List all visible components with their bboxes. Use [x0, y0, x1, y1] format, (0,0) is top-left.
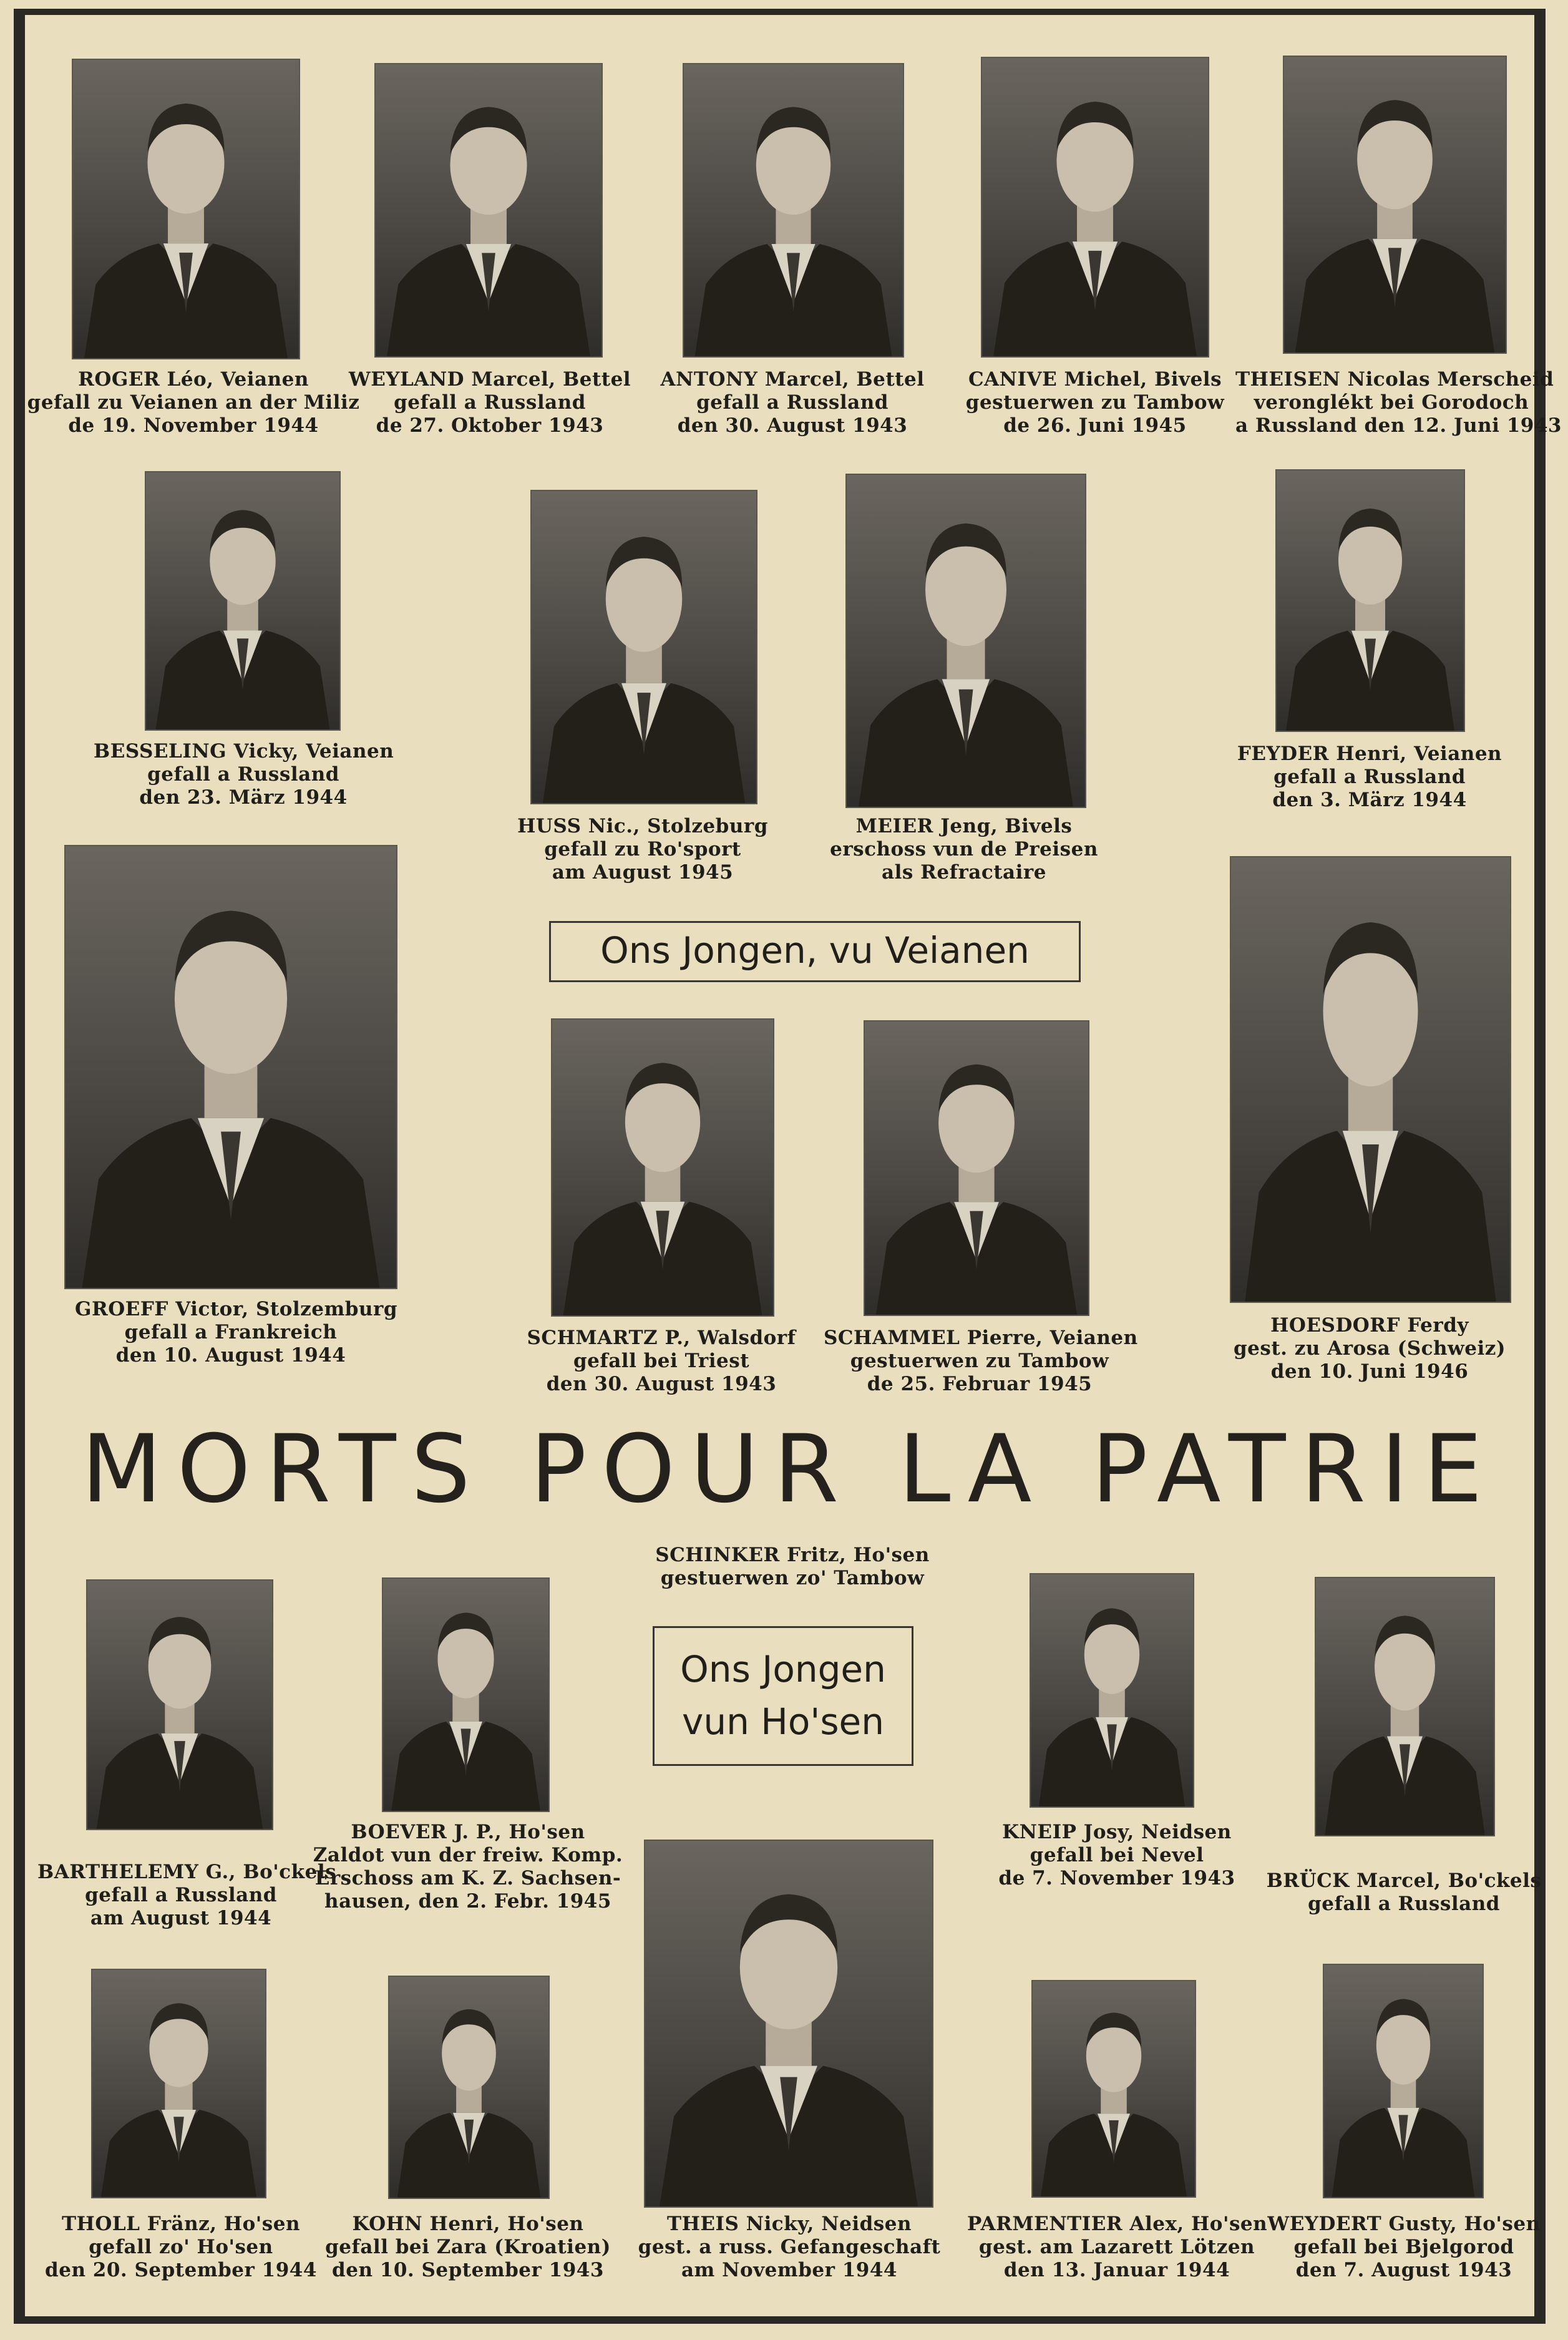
caption-line: ANTONY Marcel, Bettel — [660, 368, 925, 391]
portrait-canive — [982, 58, 1208, 356]
caption-line: WEYLAND Marcel, Bettel — [348, 368, 631, 391]
caption-weyland — [337, 368, 643, 437]
section-title-hosen — [653, 1626, 913, 1766]
section-title-veianen — [549, 921, 1081, 982]
portrait-silhouette — [92, 1970, 265, 2197]
caption-line: FEYDER Henri, Veianen — [1237, 743, 1502, 765]
portrait-meier — [847, 475, 1085, 807]
caption-line: gefall zu Veianen an der Miliz — [27, 391, 360, 414]
caption-line: am August 1945 — [552, 861, 734, 884]
caption-antony — [643, 368, 942, 437]
caption-line: SCHMARTZ P., Walsdorf — [527, 1327, 796, 1349]
caption-line: BARTHELEMY G., Bo'ckels — [37, 1861, 337, 1883]
portrait-weydert — [1324, 1965, 1483, 2197]
caption-line: THEISEN Nicolas Merscheid — [1235, 368, 1554, 391]
portrait-huss — [532, 491, 756, 803]
caption-line: Zaldot vun der freiw. Komp. — [313, 1844, 623, 1866]
caption-line: THOLL Fränz, Ho'sen — [61, 2213, 301, 2235]
portrait-silhouette — [1277, 470, 1464, 731]
caption-schmartz — [509, 1327, 814, 1396]
portrait-theisen — [1284, 57, 1506, 353]
caption-line: gefall a Russland — [147, 763, 339, 786]
portrait-kneip — [1031, 1574, 1193, 1806]
caption-hoesdorf — [1217, 1314, 1522, 1383]
portrait-tholl — [92, 1970, 265, 2197]
caption-groeff — [75, 1298, 398, 1367]
caption-kneip — [973, 1821, 1260, 1890]
caption-line: de 7. November 1943 — [998, 1867, 1235, 1889]
caption-line: gestuerwen zu Tambow — [965, 391, 1225, 414]
caption-meier — [817, 815, 1111, 884]
caption-line: HUSS Nic., Stolzeburg — [517, 815, 768, 837]
caption-line: SCHAMMEL Pierre, Veianen — [824, 1327, 1138, 1349]
caption-parmentier — [967, 2213, 1267, 2282]
headline: MORTS POUR LA PATRIE — [81, 1415, 1497, 1524]
caption-line: de 25. Februar 1945 — [867, 1373, 1093, 1395]
portrait-schmartz — [552, 1020, 773, 1315]
caption-tholl — [37, 2213, 324, 2282]
portrait-silhouette — [982, 58, 1208, 356]
caption-line: MEIER Jeng, Bivels — [855, 815, 1073, 837]
portrait-silhouette — [389, 1977, 548, 2198]
caption-line: gefall a Frankreich — [124, 1321, 338, 1343]
caption-line: gefall a Russland — [85, 1884, 277, 1906]
caption-line: den 10. Juni 1946 — [1270, 1360, 1469, 1383]
caption-line: a Russland den 12. Juni 1943 — [1235, 414, 1562, 437]
caption-line: den 3. März 1944 — [1272, 789, 1467, 811]
caption-line: gefall a Russland — [1308, 1893, 1500, 1915]
portrait-parmentier — [1033, 1981, 1195, 2196]
caption-line: HOESDORF Ferdy — [1270, 1314, 1469, 1337]
portrait-theis — [645, 1841, 932, 2206]
caption-line: gefall bei Zara (Kroatien) — [325, 2236, 611, 2258]
portrait-silhouette — [376, 64, 601, 356]
caption-line: de 19. November 1944 — [68, 414, 319, 437]
portrait-silhouette — [684, 64, 903, 356]
caption-line: gefall bei Bjelgorod — [1293, 2236, 1514, 2258]
portrait-bruck — [1316, 1578, 1494, 1835]
caption-line: gefall a Russland — [696, 391, 889, 414]
caption-theisen — [1235, 368, 1562, 437]
caption-line: WEYDERT Gusty, Ho'sen — [1267, 2213, 1541, 2235]
caption-line: Erschoss am K. Z. Sachsen- — [314, 1867, 621, 1889]
caption-line: THEIS Nicky, Neidsen — [667, 2213, 912, 2235]
caption-line: den 10. September 1943 — [332, 2259, 604, 2281]
caption-kohn — [324, 2213, 611, 2282]
section-title-line: vun Ho'sen — [682, 1700, 884, 1743]
caption-line: PARMENTIER Alex, Ho'sen — [967, 2213, 1268, 2235]
portrait-silhouette — [146, 472, 339, 729]
caption-line: am November 1944 — [681, 2259, 898, 2281]
caption-line: GROEFF Victor, Stolzemburg — [75, 1298, 398, 1320]
caption-huss — [499, 815, 786, 884]
portrait-silhouette — [1031, 1574, 1193, 1806]
caption-line: gest. a russ. Gefangeschaft — [638, 2236, 941, 2258]
portrait-boever — [383, 1579, 548, 1811]
caption-line: gestuerwen zo' Tambow — [660, 1567, 925, 1589]
portrait-roger — [73, 60, 299, 358]
portrait-silhouette — [87, 1581, 272, 1829]
caption-line: de 27. Oktober 1943 — [376, 414, 604, 437]
caption-line: gefall a Russland — [394, 391, 586, 414]
caption-line: als Refractaire — [882, 861, 1046, 884]
portrait-antony — [684, 64, 903, 356]
portrait-silhouette — [1324, 1965, 1483, 2197]
portrait-silhouette — [645, 1841, 932, 2206]
caption-weydert — [1260, 2213, 1547, 2282]
caption-line: gefall bei Nevel — [1030, 1844, 1204, 1866]
caption-line: BOEVER J. P., Ho'sen — [351, 1821, 585, 1843]
caption-line: den 10. August 1944 — [115, 1344, 346, 1367]
caption-line: gefall zo' Ho'sen — [89, 2236, 273, 2258]
caption-line: den 20. September 1944 — [45, 2259, 317, 2281]
portrait-besseling — [146, 472, 339, 729]
caption-line: den 7. August 1943 — [1295, 2259, 1512, 2281]
caption-line: gest. am Lazarett Lötzen — [978, 2236, 1255, 2258]
caption-bruck — [1260, 1870, 1547, 1916]
caption-line: den 30. August 1943 — [546, 1373, 777, 1395]
caption-besseling — [94, 740, 393, 809]
caption-canive — [942, 368, 1248, 437]
caption-line: gefall zu Ro'sport — [544, 838, 741, 860]
portrait-weyland — [376, 64, 601, 356]
portrait-silhouette — [1284, 57, 1506, 353]
portrait-kohn — [389, 1977, 548, 2198]
caption-line: de 26. Juni 1945 — [1003, 414, 1187, 437]
section-title-line: Ons Jongen — [680, 1648, 886, 1690]
caption-line: den 23. März 1944 — [139, 786, 348, 809]
caption-theis — [630, 2213, 948, 2282]
caption-line: ROGER Léo, Veianen — [78, 368, 309, 391]
caption-line: gest. zu Arosa (Schweiz) — [1233, 1337, 1506, 1360]
caption-line: SCHINKER Fritz, Ho'sen — [655, 1544, 930, 1566]
section-title-text: Ons Jongen, vu Veianen — [600, 929, 1030, 972]
caption-line: am August 1944 — [90, 1907, 272, 1929]
portrait-silhouette — [847, 475, 1085, 807]
caption-line: veronglékt bei Gorodoch — [1254, 391, 1529, 414]
portrait-hoesdorf — [1231, 857, 1510, 1302]
caption-line: KNEIP Josy, Neidsen — [1002, 1821, 1232, 1843]
caption-line: KOHN Henri, Ho'sen — [352, 2213, 584, 2235]
caption-feyder — [1223, 743, 1516, 812]
caption-line: BESSELING Vicky, Veianen — [94, 740, 394, 763]
portrait-silhouette — [1316, 1578, 1494, 1835]
caption-line: erschoss vun de Preisen — [830, 838, 1098, 860]
portrait-schammel — [865, 1021, 1088, 1315]
portrait-barthelemy — [87, 1581, 272, 1829]
portrait-groeff — [66, 846, 396, 1288]
portrait-silhouette — [1231, 857, 1510, 1302]
portrait-silhouette — [1033, 1981, 1195, 2196]
caption-barthelemy — [37, 1861, 337, 1930]
portrait-silhouette — [73, 60, 299, 358]
portrait-silhouette — [66, 846, 396, 1288]
caption-schinker — [630, 1544, 955, 1590]
caption-line: gefall a Russland — [1273, 766, 1466, 788]
caption-schammel — [824, 1327, 1136, 1396]
caption-line: den 30. August 1943 — [677, 414, 908, 437]
caption-line: gestuerwen zu Tambow — [850, 1350, 1109, 1372]
portrait-silhouette — [865, 1021, 1088, 1315]
portrait-silhouette — [532, 491, 756, 803]
portrait-silhouette — [552, 1020, 773, 1315]
caption-line: gefall bei Triest — [573, 1350, 750, 1372]
caption-line: hausen, den 2. Febr. 1945 — [324, 1890, 611, 1913]
portrait-feyder — [1277, 470, 1464, 731]
caption-boever — [312, 1821, 624, 1913]
portrait-silhouette — [383, 1579, 548, 1811]
caption-line: CANIVE Michel, Bivels — [968, 368, 1222, 391]
caption-line: BRÜCK Marcel, Bo'ckels — [1266, 1870, 1542, 1892]
caption-line: den 13. Januar 1944 — [1003, 2259, 1230, 2281]
caption-roger — [25, 368, 362, 437]
